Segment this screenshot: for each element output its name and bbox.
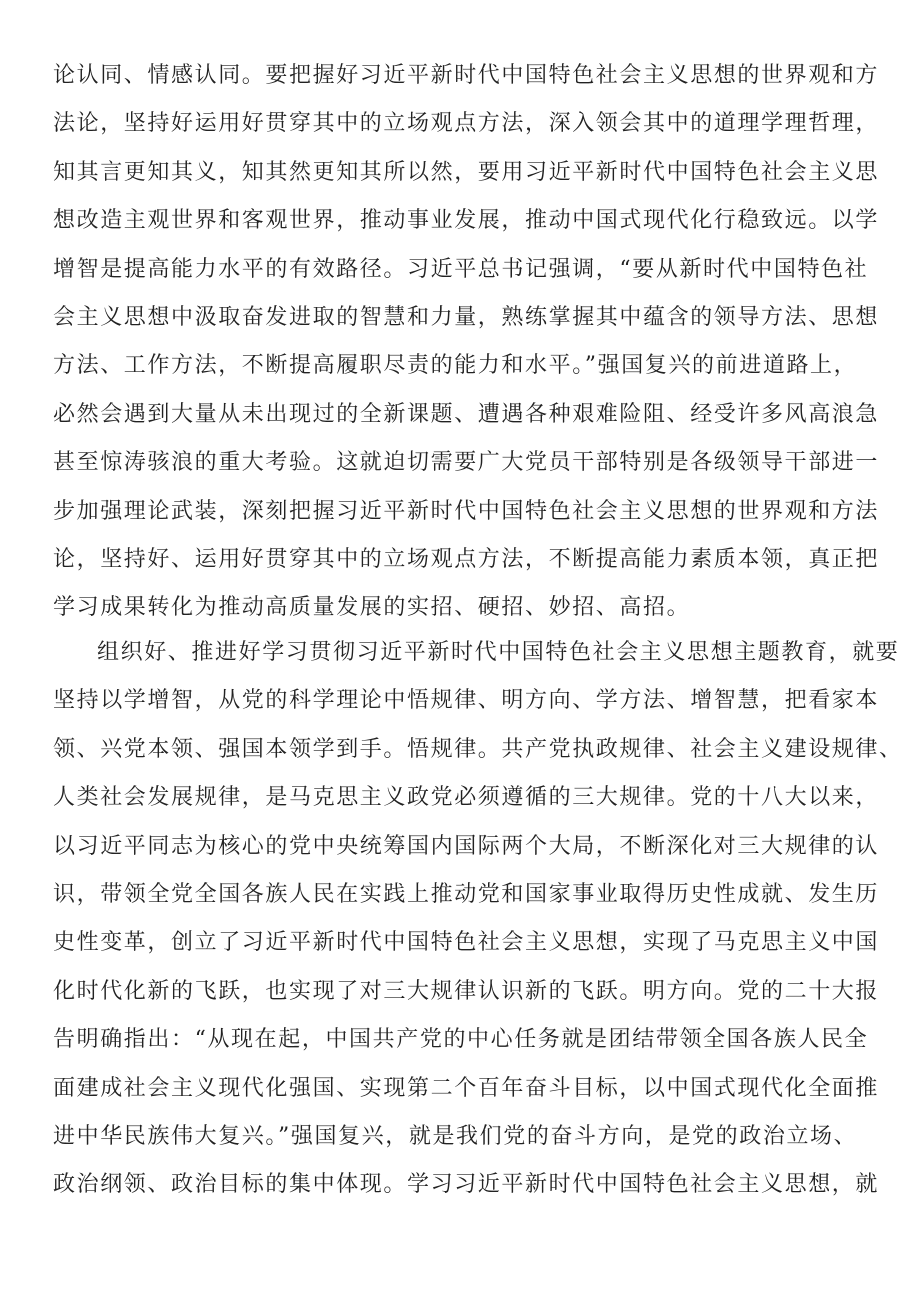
paragraph-line: 人类社会发展规律，是马克思主义政党必须遵循的三大规律。党的十八大以来，: [53, 785, 880, 811]
paragraph-line: 化时代化新的飞跃，也实现了对三大规律认识新的飞跃。明方向。党的二十大报: [53, 978, 880, 1004]
paragraph-line: 会主义思想中汲取奋发进取的智慧和力量，熟练掌握其中蕴含的领导方法、思想: [53, 304, 880, 330]
paragraph-line: 面建成社会主义现代化强国、实现第二个百年奋斗目标，以中国式现代化全面推: [53, 1075, 880, 1101]
paragraph-line: 领、兴党本领、强国本领学到手。悟规律。共产党执政规律、社会主义建设规律、: [53, 736, 903, 762]
paragraph-1: [53, 52, 883, 633]
paragraph-line: 方法、工作方法，不断提高履职尽责的能力和水平。”强国复兴的前进道路上，: [53, 353, 858, 379]
paragraph-line: 必然会遇到大量从未出现过的全新课题、遭遇各种艰难险阻、经受许多风高浪急: [53, 401, 880, 427]
paragraph-2: [53, 629, 903, 1210]
paragraph-line: 以习近平同志为核心的党中央统筹国内国际两个大局，不断深化对三大规律的认: [53, 833, 880, 859]
paragraph-line: 增智是提高能力水平的有效路径。习近平总书记强调，“要从新时代中国特色社: [53, 256, 869, 282]
paragraph-line: 史性变革，创立了习近平新时代中国特色社会主义思想，实现了马克思主义中国: [53, 930, 880, 956]
paragraph-line: 学习成果转化为推动高质量发展的实招、硬招、妙招、高招。: [53, 595, 691, 621]
paragraph-line: 法论，坚持好运用好贯穿其中的立场观点方法，深入领会其中的道理学理哲理，: [53, 111, 880, 137]
paragraph-line: 想改造主观世界和客观世界，推动事业发展，推动中国式现代化行稳致远。以学: [53, 208, 880, 234]
paragraph-line: 甚至惊涛骇浪的重大考验。这就迫切需要广大党员干部特别是各级领导干部进一: [53, 450, 880, 476]
paragraph-line: 论，坚持好、运用好贯穿其中的立场观点方法，不断提高能力素质本领，真正把: [53, 546, 880, 572]
paragraph-line: 政治纲领、政治目标的集中体现。学习习近平新时代中国特色社会主义思想，就: [53, 1172, 880, 1198]
paragraph-line: 告明确指出：“从现在起，中国共产党的中心任务就是团结带领全国各族人民全: [53, 1027, 869, 1053]
paragraph-line: 组织好、推进好学习贯彻习近平新时代中国特色社会主义思想主题教育，就要: [97, 640, 900, 665]
paragraph-line: 知其言更知其义，知其然更知其所以然，要用习近平新时代中国特色社会主义思: [53, 159, 880, 185]
paragraph-line: 坚持以学增智，从党的科学理论中悟规律、明方向、学方法、增智慧，把看家本: [53, 688, 880, 714]
paragraph-line: 步加强理论武装，深刻把握习近平新时代中国特色社会主义思想的世界观和方法: [53, 498, 880, 524]
paragraph-line: 识，带领全党全国各族人民在实践上推动党和国家事业取得历史性成就、发生历: [53, 881, 880, 907]
paragraph-line: 论认同、情感认同。要把握好习近平新时代中国特色社会主义思想的世界观和方: [53, 63, 880, 88]
paragraph-line: 进中华民族伟大复兴。”强国复兴，就是我们党的奋斗方向，是党的政治立场、: [53, 1123, 858, 1149]
